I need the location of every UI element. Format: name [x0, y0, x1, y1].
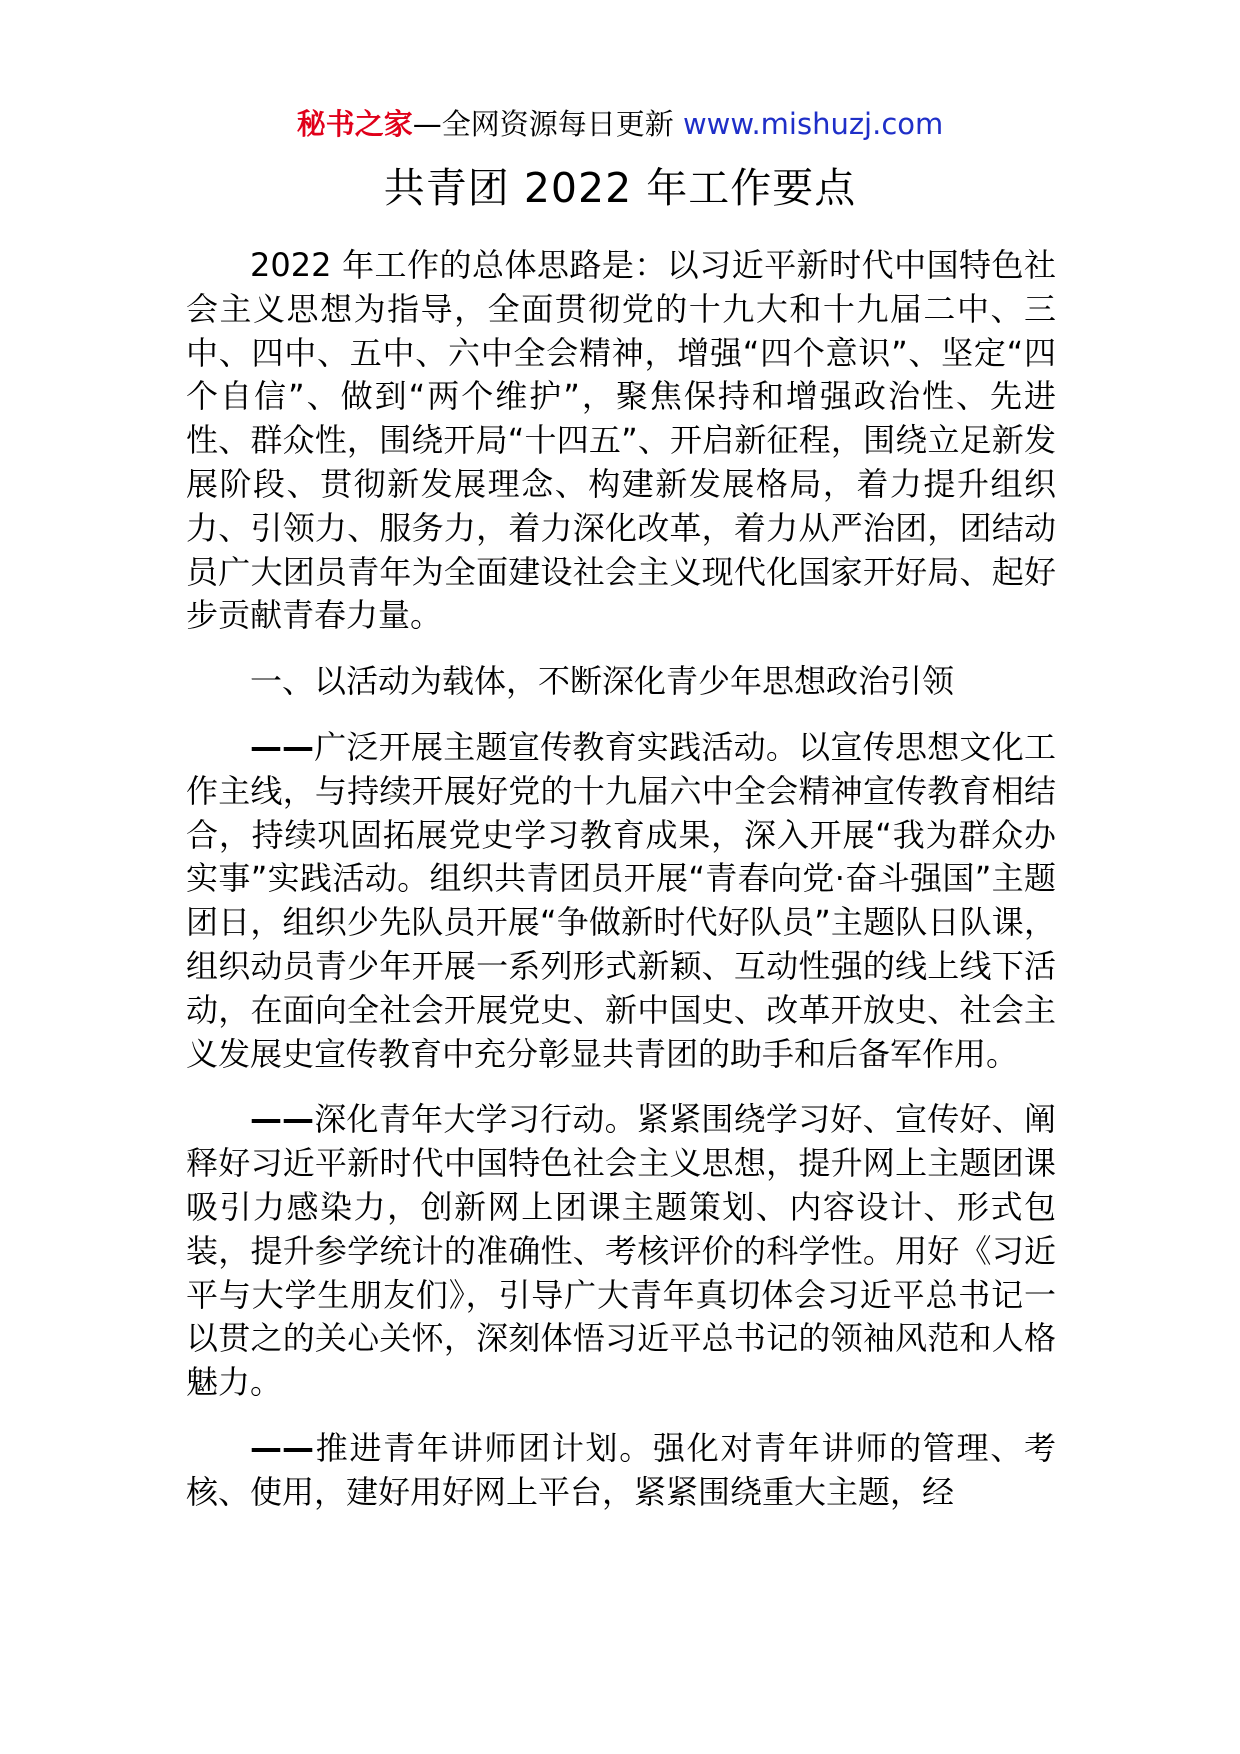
- document-body: [186, 244, 1056, 1537]
- header-tagline: —全网资源每日更新: [412, 107, 683, 141]
- paragraph-overview: [186, 244, 1056, 638]
- paragraph-lecturer-plan: [186, 1427, 1056, 1515]
- paragraph-youth-study: [186, 1098, 1056, 1405]
- paragraph-theme-activities: [186, 726, 1056, 1076]
- paragraph-dash: ——: [250, 727, 314, 766]
- section-heading-1: [186, 660, 1056, 704]
- paragraph-dash: ——: [250, 1428, 314, 1467]
- paragraph-text: 一、以活动为载体，不断深化青少年思想政治引领: [250, 662, 955, 701]
- paragraph-text: 深化青年大学习行动。紧紧围绕学习好、宣传好、阐释好习近平新时代中国特色社会主义思想，提升网上主题团课吸引力感染力，创新网上团课主题策划、内容设计、形式包装，提升参学统计的准确性、考核评价的科学性。用好《习近平与大学生朋友们》，引导广大青年真切体会习近平总书记一以贯之的关心关怀，深刻体悟习近平总书记的领袖风范和人格魅力。: [186, 1100, 1056, 1402]
- paragraph-text: 广泛开展主题宣传教育实践活动。以宣传思想文化工作主线，与持续开展好党的十九届六中全会精神宣传教育相结合，持续巩固拓展党史学习教育成果，深入开展“我为群众办实事”实践活动。组织共青团员开展“青春向党·奋斗强国”主题团日，组织少先队员开展“争做新时代好队员”主题队日队课，组织动员青少年开展一系列形式新颖、互动性强的线上线下活动，在面向全社会开展党史、新中国史、改革开放史、社会主义发展史宣传教育中充分彰显共青团的助手和后备军作用。: [186, 727, 1056, 1073]
- brand-name: 秘书之家: [296, 107, 413, 141]
- paragraph-text: 2022 年工作的总体思路是：以习近平新时代中国特色社会主义思想为指导，全面贯彻党的十九大和十九届二中、三中、四中、五中、六中全会精神，增强“四个意识”、坚定“四个自信”、做到“两个维护”，聚焦保持和增强政治性、先进性、群众性，围绕开局“十四五”、开启新征程，围绕立足新发展阶段、贯彻新发展理念、构建新发展格局，着力提升组织力、引领力、服务力，着力深化改革，着力从严治团，团结动员广大团员青年为全面建设社会主义现代化国家开好局、起好步贡献青春力量。: [186, 246, 1056, 635]
- document-title: 共青团 2022 年工作要点: [383, 164, 857, 212]
- site-header: [0, 104, 1240, 144]
- site-url-link[interactable]: www.mishuzj.com: [682, 107, 944, 141]
- paragraph-dash: ——: [250, 1100, 314, 1139]
- paragraph-text: 推进青年讲师团计划。强化对青年讲师的管理、考核、使用，建好用好网上平台，紧紧围绕重大主题，经: [186, 1428, 1056, 1511]
